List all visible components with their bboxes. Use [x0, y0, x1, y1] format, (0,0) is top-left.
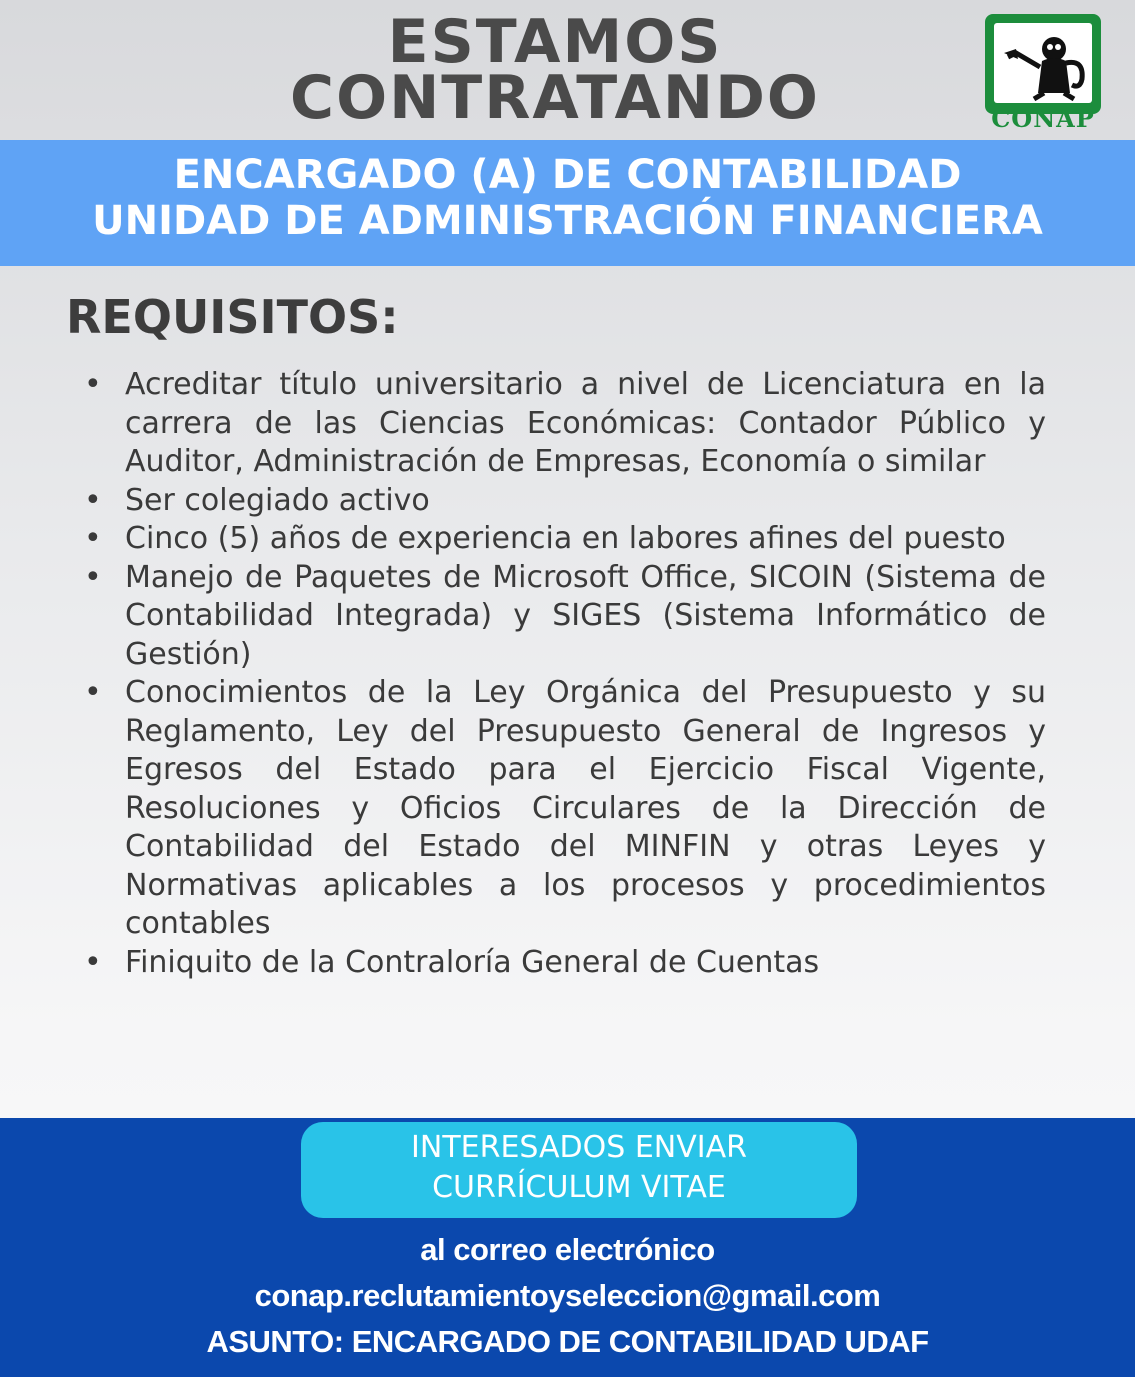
cta-line-2: CURRÍCULUM VITAE	[432, 1170, 726, 1205]
headline-line-1: ESTAMOS	[387, 7, 723, 77]
requirement-text: Cinco (5) años de experiencia en labores afines del puesto	[125, 521, 1006, 556]
email-label: al correo electrónico	[420, 1232, 715, 1267]
bullet-icon: •	[84, 482, 102, 518]
email-subject: ASUNTO: ENCARGADO DE CONTABILIDAD UDAF	[206, 1324, 929, 1359]
requirement-text: Manejo de Paquetes de Microsoft Office, SICOIN (Sistema de Contabilidad Integrada) y SIGES (Sistema Informático de Gestión)	[125, 559, 1046, 672]
conap-logo	[985, 14, 1101, 133]
bullet-icon: •	[84, 559, 102, 595]
top-header	[0, 0, 1135, 140]
requirement-text: Conocimientos de la Ley Orgánica del Presupuesto y su Reglamento, Ley del Presupuesto General de Ingresos y Egresos del Estado para el Ejercicio Fiscal Vigente, Resoluciones y Oficios Circulares de la Dirección de Contabilidad del Estado del MINFIN y otras Leyes y Normativas aplicables a los procesos y procedimientos contables	[125, 675, 1046, 941]
logo-frame	[985, 14, 1101, 114]
requirement-item-degree	[84, 366, 1046, 482]
requirement-text: Acreditar título universitario a nivel de Licenciatura en la carrera de las Ciencias Económicas: Contador Público y Auditor, Administración de Empresas, Economía o similar	[125, 367, 1046, 479]
bullet-icon: •	[84, 367, 102, 402]
job-title-line-1: ENCARGADO (A) DE CONTABILIDAD	[173, 152, 962, 198]
logo-emblem	[994, 23, 1092, 103]
logo-text: CONAP	[991, 104, 1095, 133]
email-address[interactable]: conap.reclutamientoyseleccion@gmail.com	[254, 1278, 881, 1313]
job-title-line-2: UNIDAD DE ADMINISTRACIÓN FINANCIERA	[92, 198, 1043, 244]
requirement-item-finiquito	[84, 944, 1046, 983]
requirements-heading: REQUISITOS:	[66, 290, 399, 344]
bullet-icon: •	[84, 675, 102, 710]
requirement-item-knowledge	[84, 674, 1046, 944]
requirement-item-experience	[84, 520, 1046, 559]
bullet-icon: •	[84, 521, 102, 556]
cta-text	[301, 1128, 857, 1208]
bullet-icon: •	[84, 944, 102, 980]
hiring-headline	[200, 7, 910, 133]
requirement-text: Finiquito de la Contraloría General de Cuentas	[125, 944, 820, 980]
headline-line-2: CONTRATANDO	[290, 63, 820, 133]
job-title-band	[0, 140, 1135, 266]
contact-footer	[0, 1118, 1135, 1377]
requirement-item-colegiado	[84, 482, 1046, 521]
cta-line-1: INTERESADOS ENVIAR	[411, 1130, 747, 1165]
requirement-text: Ser colegiado activo	[125, 482, 430, 518]
monkey-emblem-icon	[994, 23, 1092, 103]
requirements-list	[84, 366, 1046, 982]
job-title	[0, 152, 1135, 244]
requirement-item-software	[84, 559, 1046, 675]
cta-banner	[301, 1122, 857, 1218]
